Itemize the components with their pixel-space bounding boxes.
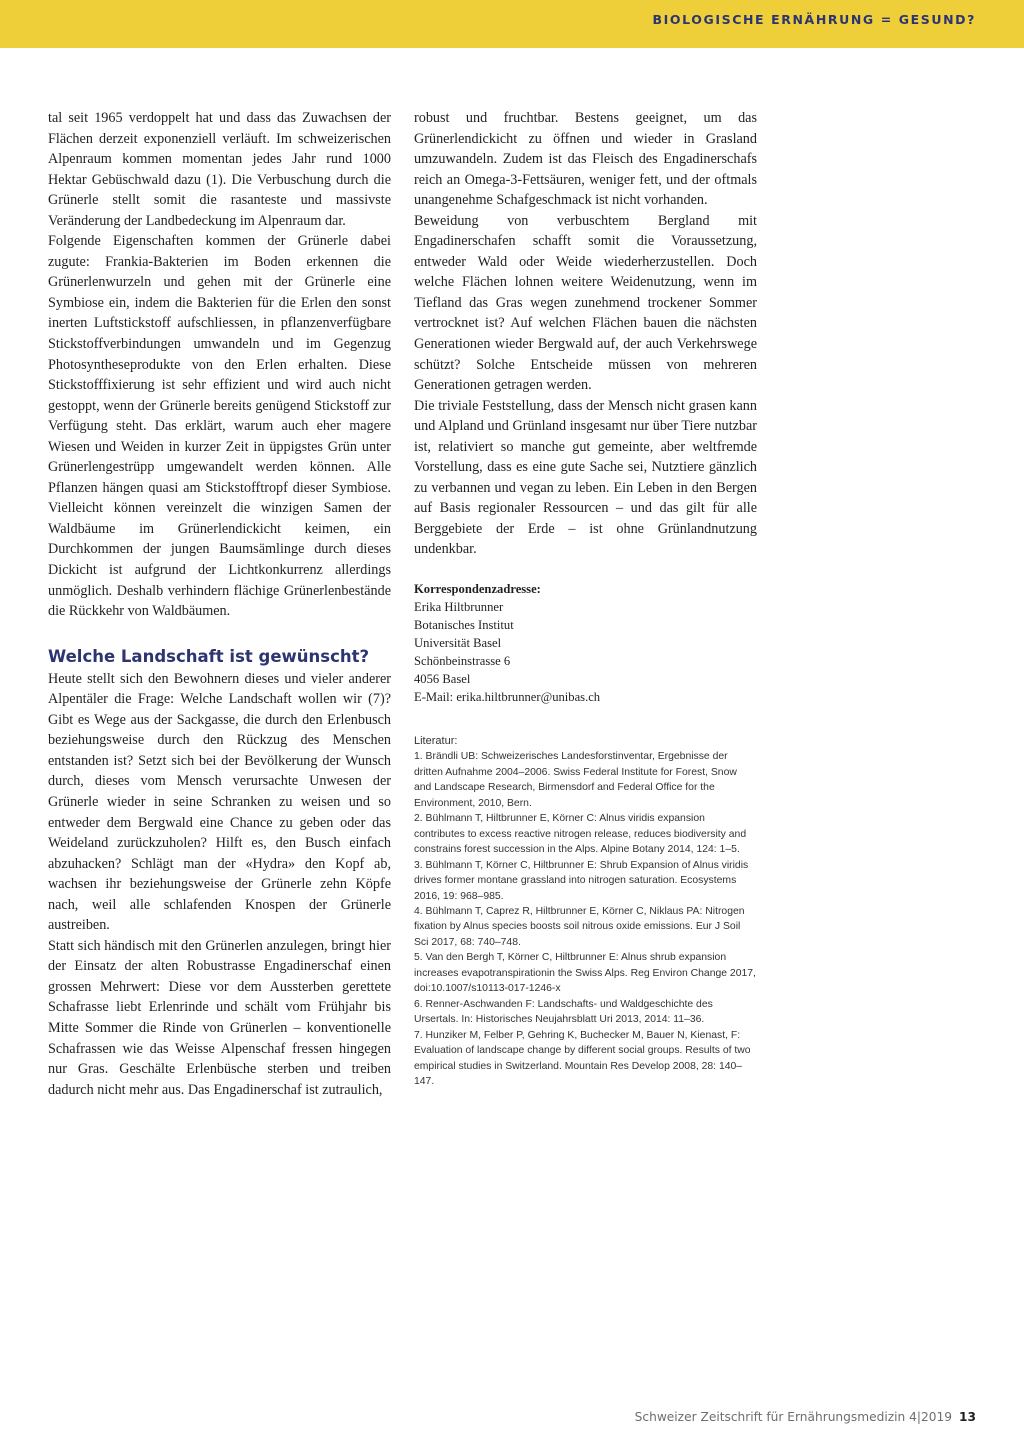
reference-item: 1. Brändli UB: Schweizerisches Landesforstinventar, Ergebnisse der dritten Aufnahme 2004–2006. Swiss Federal Institute for Forest, Snow and Landscape Research, Birmensdorf and Federal Office for the Environment, 2010, Bern.	[414, 751, 737, 809]
section-heading: Welche Landschaft ist gewünscht?	[48, 646, 370, 666]
body-paragraph: tal seit 1965 verdoppelt hat und dass das Zuwachsen der Flächen derzeit exponenziell verläuft. Im schweizerischen Alpenraum kommen momentan jedes Jahr rund 1000 Hektar Gebüschwald dazu (1). Die Verbuschung durch die Grünerle stellt somit die rasanteste und massivste Veränderung der Landbedeckung im Alpenraum dar.	[48, 110, 391, 229]
body-paragraph: robust und fruchtbar. Bestens geeignet, um das Grünerlendickicht zu öffnen und wieder in Grasland umzuwandeln. Zudem ist das Fleisch des Engadinerschafs reich an Omega-3-Fettsäuren, weniger fett, und der oftmals unangenehme Schafgeschmack ist nicht vorhanden.	[414, 110, 757, 209]
reference-item: 4. Bühlmann T, Caprez R, Hiltbrunner E, Körner C, Niklaus PA: Nitrogen fixation by Alnus species boosts soil nitrous oxide emissions. Eur J Soil Sci 2017, 68: 740–748.	[414, 906, 745, 948]
reference-item: 3. Bühlmann T, Körner C, Hiltbrunner E: Shrub Expansion of Alnus viridis drives former montane grassland into nitrogen saturation. Ecosystems 2016, 19: 968–985.	[414, 859, 749, 902]
body-paragraph: Folgende Eigenschaften kommen der Grünerle dabei zugute: Frankia-Bakterien im Boden erkennen die Grünerlenwurzeln und gehen mit der Grünerle eine Symbiose ein, indem die Bakterien für die Erlen den sonst inerten Luftstickstoff aufschliessen, in pflanzenverfügbare Stickstoffverbindungen umwandeln und im Gegenzug Photosyntheseprodukte von den Erlen erhalten. Diese Stickstofffixierung ist sehr effizient und wird auch nicht gestoppt, wenn der Grünerle bereits genügend Stickstoff zur Verfügung steht. Das erklärt, warum auch eher magere Wiesen und Weiden in kurzer Zeit in üppigstes Grün unter Grünerlengestrüpp umgewandelt werden können. Alle Pflanzen hängen quasi am Stickstofftropf dieser Symbiose. Vielleicht können vereinzelt die winzigen Samen der Waldbäume im Grünerlendickicht keimen, ein Durchkommen der jungen Baumsämlinge durch dieses Dickicht ist aufgrund der Lichtkonkurrenz allerdings unmöglich. Deshalb verhindern flächige Grünerlenbestände die Rückkehr von Waldbäumen.	[48, 233, 391, 620]
reference-item: 2. Bühlmann T, Hiltbrunner E, Körner C: Alnus viridis expansion contributes to excess reactive nitrogen release, reduces biodiversity and constrains forest succession in the Alps. Alpine Botany 2014, 124: 1–5.	[414, 813, 747, 856]
body-paragraph: Statt sich händisch mit den Grünerlen anzulegen, bringt hier der Einsatz der alten Robustrasse Engadinerschaf einen grossen Mehrwert: Diese vor dem Aussterben gerettete Schafrasse liebt Erlenrinde und schält vom Frühjahr bis Mitte Sommer die Rinde von Grünerlen – konventionelle Schafrassen wie das Weisse Alpenschaf fressen hingegen nur Gras. Geschälte Erlenbüsche sterben und treiben dadurch nicht mehr aus. Das Engadinerschaf ist zutraulich,	[48, 937, 391, 1098]
left-column	[48, 108, 391, 1100]
body-paragraph: Beweidung von verbuschtem Bergland mit Engadinerschafen schafft somit die Voraussetzung, entweder Wald oder Weide wiederherzustellen. Doch welche Flächen lohnen weitere Weidenutzung, wenn im Tiefland das Gras wegen zunehmend trockener Sommer vertrocknet ist? Auf welchen Flächen bauen die nächsten Generationen wieder Bergwald auf, der auch Verkehrswege schützt? Solche Entscheide müssen von mehreren Generationen getragen werden.	[414, 212, 757, 394]
address-line: Schönbeinstrasse 6	[414, 654, 511, 669]
address-line: Universität Basel	[414, 636, 502, 651]
literature-list	[414, 734, 757, 1089]
correspondence-label: Korrespondenzadresse:	[414, 582, 541, 597]
right-column	[414, 108, 757, 1089]
journal-name: Schweizer Zeitschrift für Ernährungsmedizin 4|2019	[634, 1410, 952, 1424]
reference-item: 5. Van den Bergh T, Körner C, Hiltbrunner E: Alnus shrub expansion increases evapotranspirationin the Swiss Alps. Reg Environ Change 2017, doi:10.1007/s10113-017-1246-x	[414, 952, 756, 995]
body-paragraph: Heute stellt sich den Bewohnern dieses und vieler anderer Alpentäler die Frage: Welche Landschaft wollen wir (7)? Gibt es Wege aus der Sackgasse, die durch den Erlenbusch beziehungsweise durch den Rückzug des Menschen entstanden ist? Setzt sich bei der Bevölkerung der Wunsch durch, dieses vom Mensch verursachte Unwesen der Grünerle wieder in seine Schranken zu weisen und so entweder dem Bergwald eine Chance zu geben oder das Weideland zurückzuholen? Hilft es, den Busch einfach abzuhacken? Schlägt man der «Hydra» den Kopf ab, wachsen ihr beziehungsweise der Grünerle zehn Köpfe nach, weil alle schlafenden Knospen der Grünerle austreiben.	[48, 670, 391, 934]
address-line: Erika Hiltbrunner	[414, 600, 504, 615]
email-line: E-Mail: erika.hiltbrunner@unibas.ch	[414, 690, 601, 705]
reference-item: 7. Hunziker M, Felber P, Gehring K, Buchecker M, Bauer N, Kienast, F: Evaluation of landscape change by different social groups. Results of two empirical studies in Switzerland. Mountain Res Develop 2008, 28: 140–147.	[414, 1029, 751, 1087]
section-title: BIOLOGISCHE ERNÄHRUNG = GESUND?	[652, 12, 976, 27]
correspondence-address	[414, 580, 757, 706]
address-line: 4056 Basel	[414, 672, 471, 687]
reference-item: 6. Renner-Aschwanden F: Landschafts- und Waldgeschichte des Ursertals. In: Historisches Neujahrsblatt Uri 2013, 2014: 11–36.	[414, 998, 713, 1026]
body-paragraph: Die triviale Feststellung, dass der Mensch nicht grasen kann und Alpland und Grünland insgesamt nur über Tiere nutzbar ist, relativiert so manche gut gemeinte, aber weltfremde Vorstellung, dass es eine gute Sache sei, Nutztiere gänzlich zu verbannen und vegan zu leben. Ein Leben in den Bergen auf Basis regionaler Ressourcen – und das gilt für alle Berggebiete der Erde – ist ohne Grünlandnutzung undenkbar.	[414, 397, 757, 558]
literature-label: Literatur:	[414, 735, 458, 748]
address-line: Botanisches Institut	[414, 618, 514, 633]
page-number: 13	[959, 1410, 976, 1424]
